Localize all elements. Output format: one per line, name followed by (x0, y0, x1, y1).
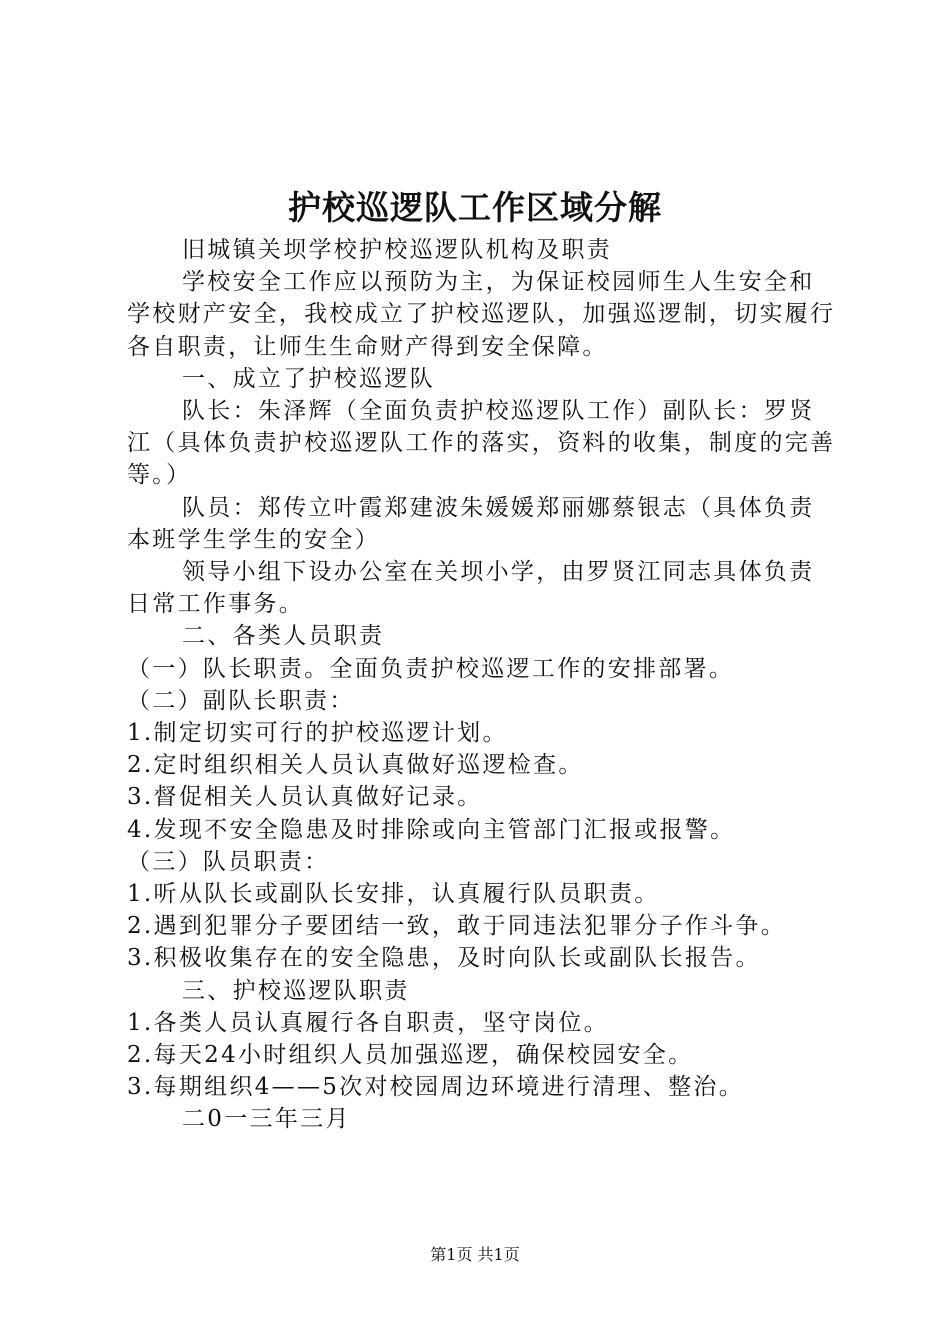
list-item: 2.遇到犯罪分子要团结一致，敢于同违法犯罪分子作斗争。 (127, 913, 787, 940)
paragraph-members: 队员：郑传立叶霞郑建波朱媛媛郑丽娜蔡银志（具体负责本班学生学生的安全） (127, 494, 815, 553)
list-item: 1.各类人员认真履行各自职责，坚守岗位。 (127, 1009, 609, 1036)
document-body (127, 234, 837, 1136)
list-item: 3.每期组织4——5次对校园周边环境进行清理、整治。 (127, 1074, 745, 1101)
list-item: 2.每天24小时组织人员加强巡逻，确保校园安全。 (127, 1042, 694, 1069)
list-item: 4.发现不安全隐患及时排除或向主管部门汇报或报警。 (127, 816, 736, 843)
paragraph-leaders: 队长：朱泽辉（全面负责护校巡逻队工作）副队长：罗贤江（具体负责护校巡逻队工作的落实，资料的收集，制度的完善等。） (127, 398, 836, 489)
paragraph-org-heading: 旧城镇关坝学校护校巡逻队机构及职责 (182, 237, 613, 263)
list-item: 3.积极收集存在的安全隐患，及时向队长或副队长报告。 (127, 945, 761, 972)
list-item: 1.听从队长或副队长安排，认真履行队员职责。 (127, 881, 660, 908)
page-number: 第1页 共1页 (430, 1245, 520, 1264)
document-date: 二0一三年三月 (182, 1106, 351, 1133)
subsection-vice-captain-duty: （二）副队长职责： (127, 687, 355, 714)
document-title: 护校巡逻队工作区域分解 (288, 188, 662, 227)
section-heading-2: 二、各类人员职责 (182, 623, 385, 650)
list-item: 2.定时组织相关人员认真做好巡逻检查。 (127, 752, 584, 779)
section-heading-1: 一、成立了护校巡逻队 (182, 365, 435, 392)
paragraph-intro: 学校安全工作应以预防为主，为保证校园师生人生安全和学校财产安全，我校成立了护校巡逻队，加强巡逻制，切实履行各自职责，让师生生命财产得到安全保障。 (127, 269, 836, 360)
section-heading-3: 三、护校巡逻队职责 (182, 977, 410, 1004)
list-item: 1.制定切实可行的护校巡逻计划。 (127, 720, 508, 747)
list-item: 3.督促相关人员认真做好记录。 (127, 784, 483, 811)
subsection-captain-duty: （一）队长职责。全面负责护校巡逻工作的安排部署。 (127, 655, 735, 682)
subsection-member-duty: （三）队员职责： (127, 848, 330, 875)
paragraph-office: 领导小组下设办公室在关坝小学，由罗贤江同志具体负责日常工作事务。 (127, 559, 815, 618)
